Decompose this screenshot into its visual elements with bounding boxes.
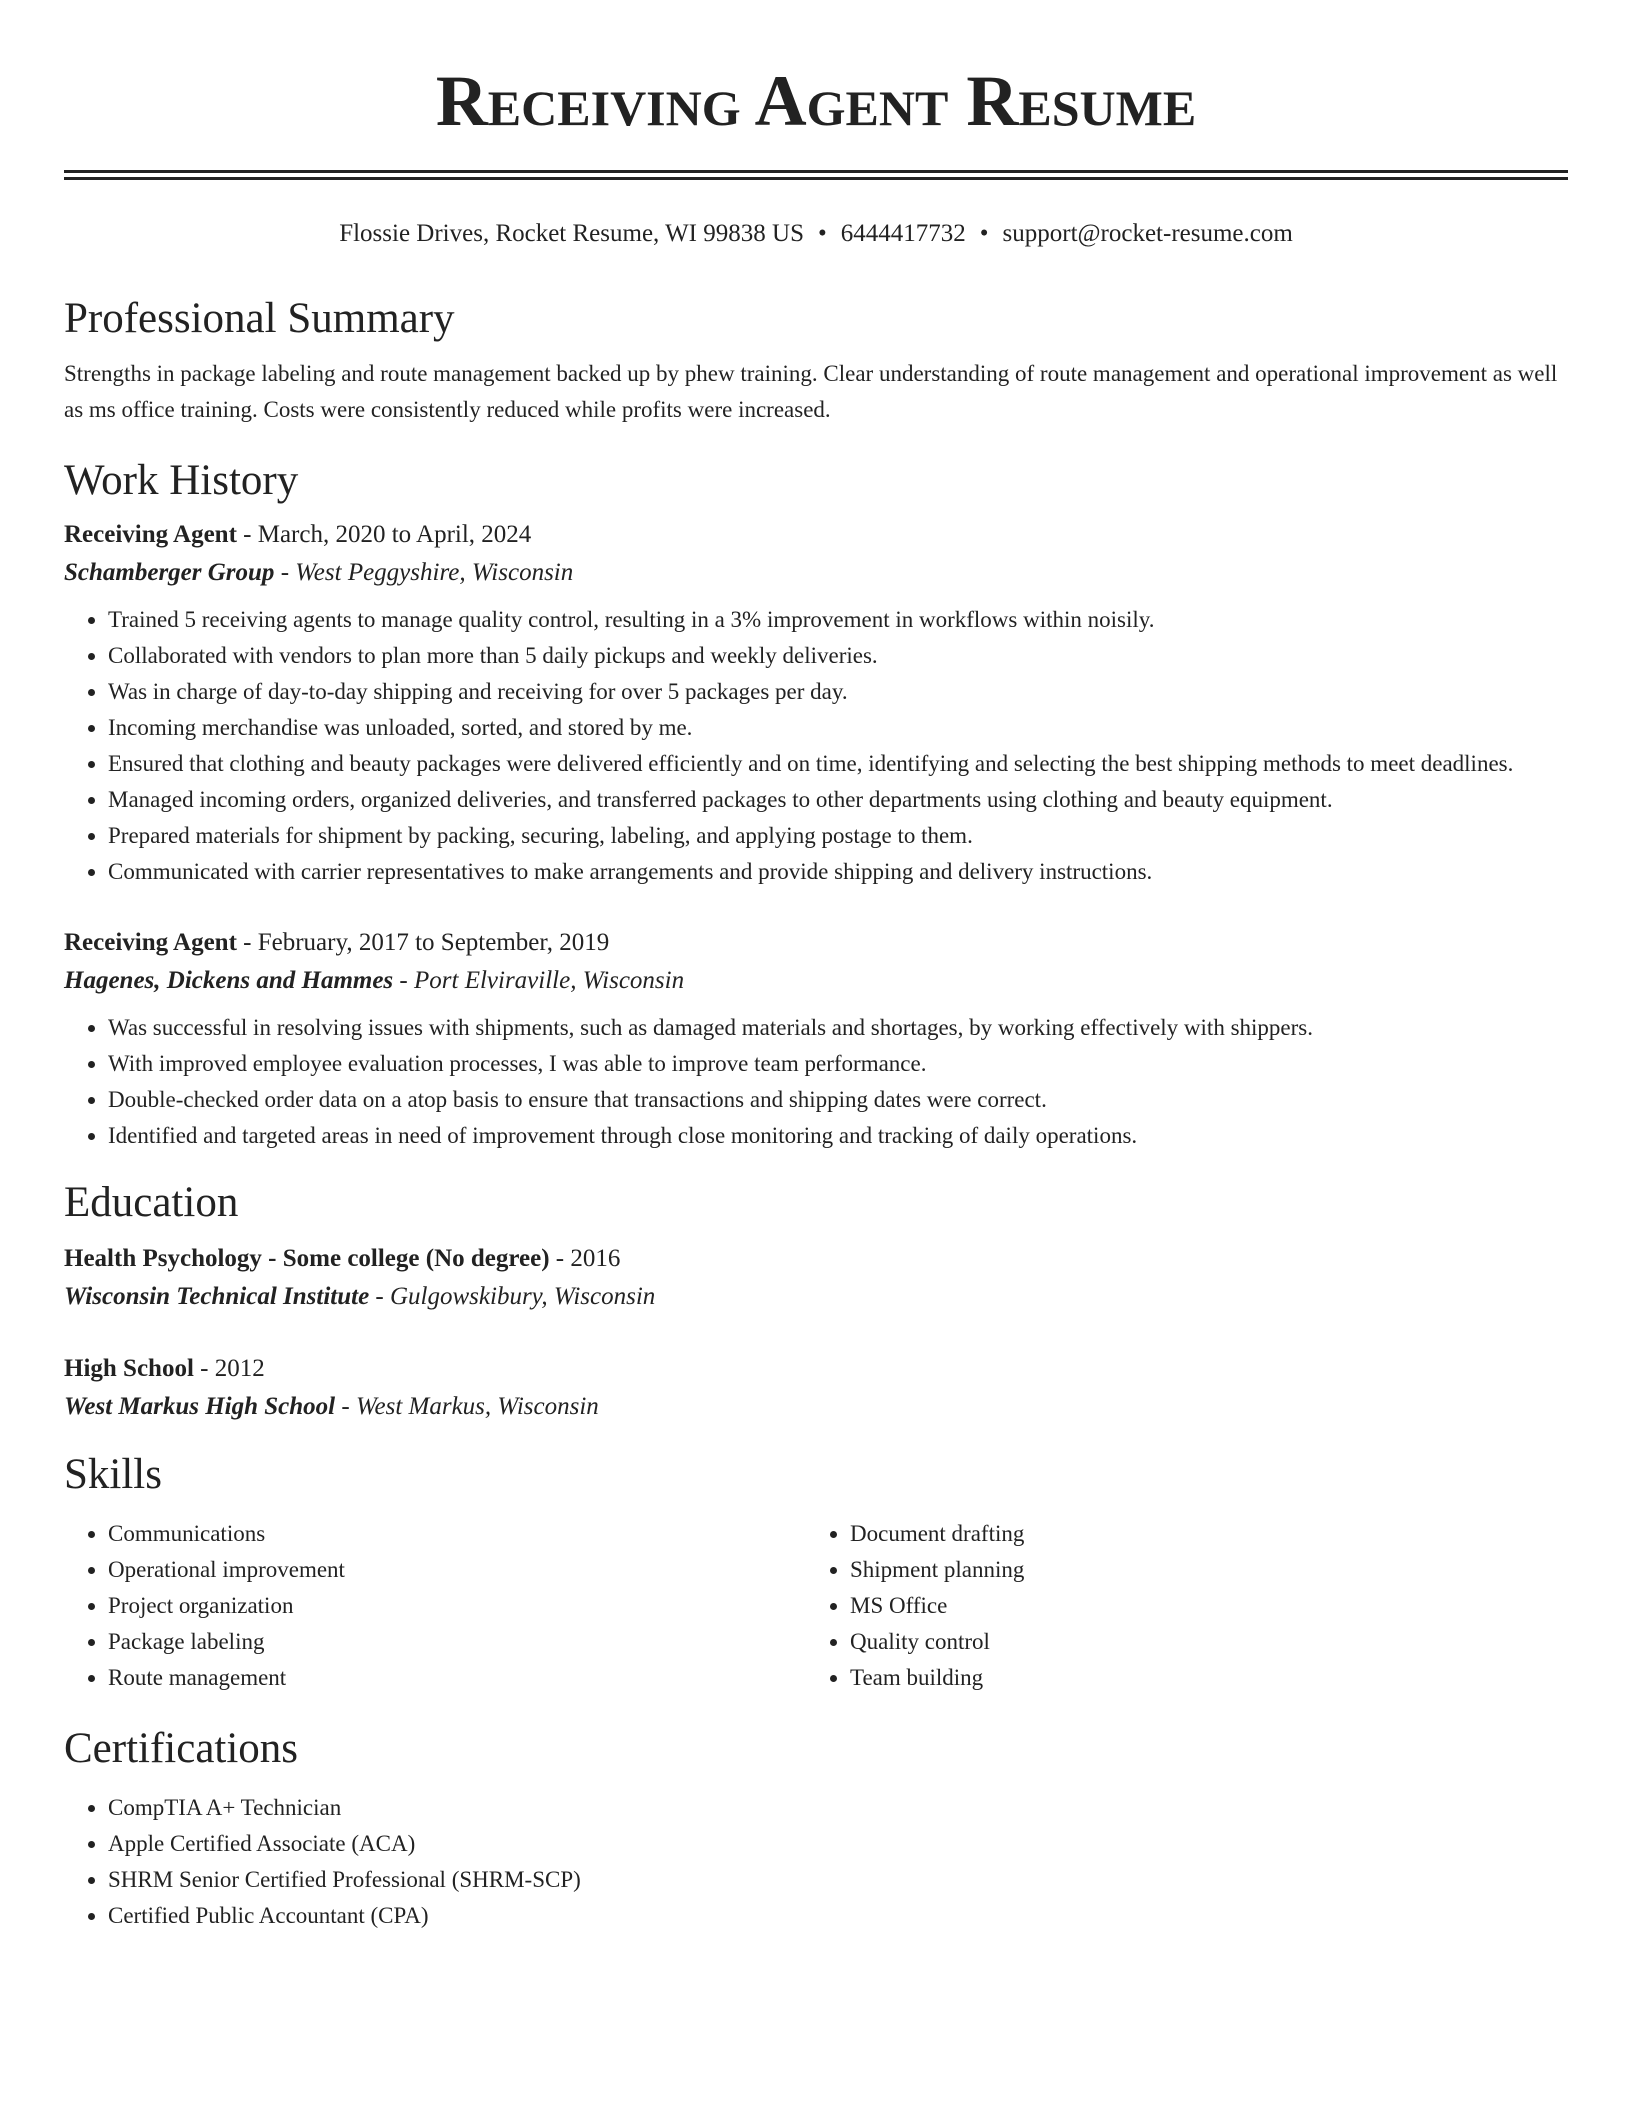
job-bullets: [64, 602, 1568, 890]
education-entry: [64, 1240, 1568, 1316]
summary-heading: Professional Summary: [64, 295, 455, 342]
job-dates: - March, 2020 to April, 2024: [236, 521, 532, 548]
list-item: • Trained 5 receiving agents to manage quality control, resulting in a 3% improvement in workflows within noisily.: [108, 602, 1568, 638]
skills-left-column: [64, 1516, 806, 1696]
certification-item: • Apple Certified Associate (ACA): [108, 1826, 1568, 1862]
certification-item: • CompTIA A+ Technician: [108, 1790, 1568, 1826]
resume-page: [64, 0, 1568, 1934]
skill-item: • Shipment planning: [850, 1552, 1548, 1588]
skill-item: • Communications: [108, 1516, 806, 1552]
certifications-section: [64, 1722, 1568, 1934]
certification-item: • Certified Public Accountant (CPA): [108, 1898, 1568, 1934]
resume-title: Receiving Agent Resume: [435, 61, 1197, 141]
list-item: • With improved employee evaluation processes, I was able to improve team performance.: [108, 1046, 1568, 1082]
summary-section: [64, 292, 1568, 428]
list-item: • Communicated with carrier representatives to make arrangements and provide shipping and delivery instructions.: [108, 854, 1568, 890]
list-item: • Collaborated with vendors to plan more than 5 daily pickups and weekly deliveries.: [108, 638, 1568, 674]
job-company-line: [64, 554, 1568, 592]
skill-item: • Operational improvement: [108, 1552, 806, 1588]
contact-separator: •: [817, 220, 827, 247]
job-dates: - February, 2017 to September, 2019: [236, 929, 610, 956]
education-school: West Markus High School: [64, 1393, 336, 1420]
list-item: • Identified and targeted areas in need of improvement through close monitoring and tracking of daily operations.: [108, 1118, 1568, 1154]
list-item: • Prepared materials for shipment by packing, securing, labeling, and applying postage to them.: [108, 818, 1568, 854]
skill-item: • Project organization: [108, 1588, 806, 1624]
skill-item: • Package labeling: [108, 1624, 806, 1660]
job-company: Hagenes, Dickens and Hammes: [64, 967, 394, 994]
skills-grid: [64, 1516, 1568, 1696]
education-degree-line: [64, 1240, 1568, 1278]
education-degree-line: [64, 1350, 1568, 1388]
education-school-line: [64, 1278, 1568, 1316]
contact-address: Flossie Drives, Rocket Resume, WI 99838 US: [339, 220, 804, 247]
job-title: Receiving Agent: [64, 929, 237, 956]
education-location: - Gulgowskibury, Wisconsin: [369, 1283, 656, 1310]
education-school-line: [64, 1388, 1568, 1426]
skills-section: [64, 1448, 1568, 1696]
job-title-line: [64, 516, 1568, 554]
skill-item: • Quality control: [850, 1624, 1548, 1660]
list-item: • Double-checked order data on a atop basis to ensure that transactions and shipping dates were correct.: [108, 1082, 1568, 1118]
job-location: - West Peggyshire, Wisconsin: [274, 559, 574, 586]
contact-email: support@rocket-resume.com: [1002, 220, 1293, 247]
contact-phone: 6444417732: [840, 220, 966, 247]
certification-item: • SHRM Senior Certified Professional (SHRM-SCP): [108, 1862, 1568, 1898]
skill-item: • Team building: [850, 1660, 1548, 1696]
job-title: Receiving Agent: [64, 521, 237, 548]
education-entry: [64, 1350, 1568, 1426]
summary-text: Strengths in package labeling and route management backed up by phew training. Clear understanding of route management and operational improvement as well as ms office training. Costs were consistently reduced while profits were increased.: [64, 361, 1558, 422]
education-year: - 2016: [549, 1245, 621, 1272]
education-year: - 2012: [193, 1355, 265, 1382]
skills-right-column: [806, 1516, 1548, 1696]
job-location: - Port Elviraville, Wisconsin: [393, 967, 685, 994]
certifications-heading: Certifications: [64, 1725, 299, 1772]
skill-item: • MS Office: [850, 1588, 1548, 1624]
list-item: • Was successful in resolving issues with shipments, such as damaged materials and shortages, by working effectively with shippers.: [108, 1010, 1568, 1046]
list-item: • Was in charge of day-to-day shipping and receiving for over 5 packages per day.: [108, 674, 1568, 710]
education-degree: Health Psychology - Some college (No degree): [64, 1245, 550, 1272]
skills-heading: Skills: [64, 1451, 162, 1498]
job-company: Schamberger Group: [64, 559, 275, 586]
education-school: Wisconsin Technical Institute: [64, 1283, 370, 1310]
job-company-line: [64, 962, 1568, 1000]
list-item: • Ensured that clothing and beauty packages were delivered efficiently and on time, identifying and selecting the best shipping methods to meet deadlines.: [108, 746, 1568, 782]
education-heading: Education: [64, 1179, 239, 1226]
skill-item: • Document drafting: [850, 1516, 1548, 1552]
education-location: - West Markus, Wisconsin: [335, 1393, 599, 1420]
job-bullets: [64, 1010, 1568, 1154]
certifications-list: [64, 1790, 1568, 1934]
title-double-rule: [64, 170, 1568, 180]
list-item: • Incoming merchandise was unloaded, sorted, and stored by me.: [108, 710, 1568, 746]
education-section: [64, 1176, 1568, 1426]
list-item: • Managed incoming orders, organized deliveries, and transferred packages to other departments using clothing and beauty equipment.: [108, 782, 1568, 818]
contact-line: [64, 216, 1568, 252]
contact-separator: •: [979, 220, 989, 247]
education-degree: High School: [64, 1355, 194, 1382]
work-history-heading: Work History: [64, 457, 299, 504]
job-entry: [64, 516, 1568, 890]
skill-item: • Route management: [108, 1660, 806, 1696]
job-title-line: [64, 924, 1568, 962]
job-entry: [64, 924, 1568, 1154]
work-history-section: [64, 454, 1568, 1154]
